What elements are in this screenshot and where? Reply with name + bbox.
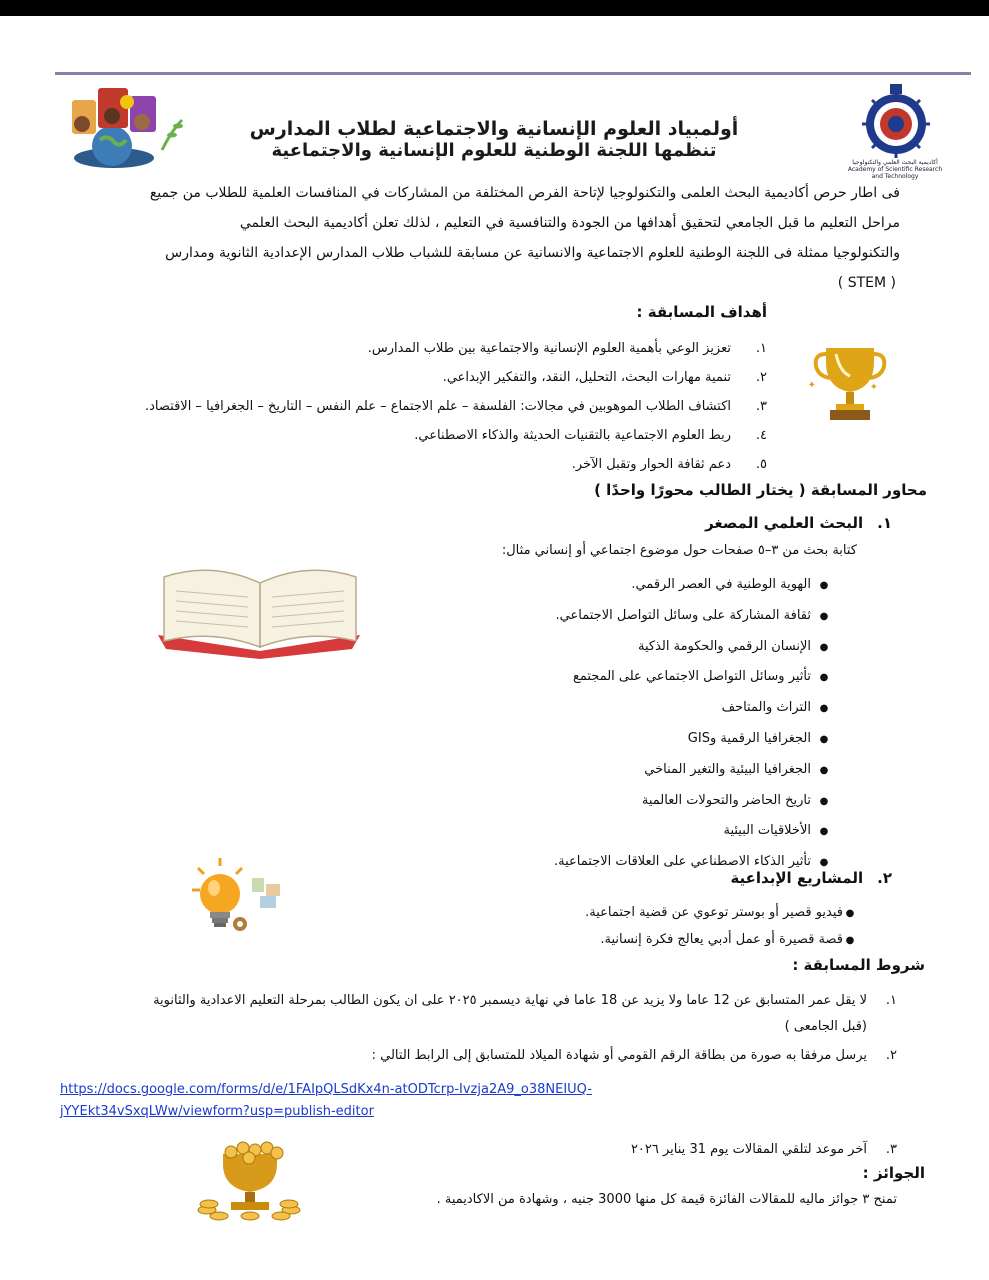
conditions-heading: شروط المسابقة : <box>792 956 925 974</box>
bullet-icon: ● <box>819 795 829 807</box>
header-divider <box>55 72 971 75</box>
list-item: ● الأخلاقيات البيئية <box>357 816 837 847</box>
gold-coins-trophy-icon <box>195 1144 305 1222</box>
goals-list <box>47 334 767 479</box>
bullet-icon: ● <box>819 857 829 869</box>
list-item: ● تاريخ الحاضر والتحولات العالمية <box>357 786 837 817</box>
lightbulb-icon <box>190 856 290 942</box>
list-item: ٤. ربط العلوم الاجتماعية بالتقنيات الحديثة والذكاء الاصطناعي. <box>414 428 767 443</box>
list-item: ٣. اكتشاف الطلاب الموهوبين في مجالات: الفلسفة – علم الاجتماع – علم النفس – التاريخ – الجغرافيا – الاقتصاد. <box>144 399 767 414</box>
academy-logo <box>856 84 936 158</box>
condition-1: ١. لا يقل عمر المتسابق عن 12 عاما ولا يزيد عن 18 عاما في نهاية ديسمبر ٢٠٢٥ على ان يكون الطالب بمرحلة التعليم الاعدادية والثانوية (قبل الجامعى ) <box>153 993 897 1034</box>
olympiad-logo <box>52 80 192 170</box>
condition-3: ٣. آخر موعد لتلقي المقالات يوم 31 يناير ٢٠٢٦ <box>630 1142 897 1157</box>
bullet-icon: ● <box>819 764 829 776</box>
page-title-line-2: تنظمها اللجنة الوطنية للعلوم الإنسانية والاجتماعية <box>271 140 717 161</box>
intro-line-3: والتكنولوجيا ممثلة فى اللجنة الوطنية للعلوم الاجتماعية والانسانية عن مسابقة للشباب طلاب المدارس الإعدادية الثانوية ومدارس <box>165 245 900 261</box>
list-item: ● تأثير الذكاء الاصطناعي على العلاقات الاجتماعية. <box>357 847 837 878</box>
list-item: ● قصة قصيرة أو عمل أدبي يعالج فكرة إنسانية. <box>437 927 857 954</box>
bullet-icon: ● <box>819 733 829 745</box>
list-item: ● الجغرافيا البيئية والتغير المناخي <box>357 755 837 786</box>
list-item: ● تأثير وسائل التواصل الاجتماعي على المجتمع <box>357 662 837 693</box>
list-item: ● الإنسان الرقمي والحكومة الذكية <box>357 632 837 663</box>
svg-text:✦: ✦ <box>807 380 816 391</box>
goals-heading: أهداف المسابقة : <box>636 303 767 321</box>
bullet-icon: ● <box>819 703 829 715</box>
list-item: ● الجغرافيا الرقمية وGIS <box>357 724 837 755</box>
intro-paragraph <box>50 178 900 298</box>
intro-line-1: فى اطار حرص أكاديمية البحث العلمى والتكنولوجيا لإتاحة الفرص المختلفة من المشاركات في المنافسات العلمية للطلاب من جميع <box>149 185 900 201</box>
intro-line-2: مراحل التعليم ما قبل الجامعي لتحقيق أهدافها من الجودة والتنافسية في التعليم ، لذلك تعلن أكاديمية البحث العلمي <box>239 215 900 231</box>
list-item: ١. تعزيز الوعي بأهمية العلوم الإنسانية والاجتماعية بين طلاب المدارس. <box>367 341 767 356</box>
axes-heading: محاور المسابقة ( يختار الطالب محورًا واحدًا ) <box>594 481 927 499</box>
registration-link[interactable]: https://docs.google.com/forms/d/e/1FAIpQLSdKx4n-atODTcrp-Ivzja2A9_o38NEIUQ- jYYEkt34vSxqLWw/viewform?usp=publish-editor <box>60 1082 592 1119</box>
axis2-title: ٢.المشاريع الإبداعية <box>730 869 892 887</box>
bullet-icon: ● <box>819 610 829 622</box>
bullet-icon: ● <box>819 580 829 591</box>
open-book-icon <box>152 565 366 659</box>
prizes-heading: الجوائز : <box>862 1164 925 1182</box>
list-item: ٢. تنمية مهارات البحث، التحليل، النقد، والتفكير الإبداعي. <box>442 370 767 385</box>
list-item: ● التراث والمتاحف <box>357 693 837 724</box>
top-black-bar <box>0 0 989 16</box>
intro-line-4: ( STEM ) <box>837 275 896 291</box>
academy-name: أكاديمية البحث العلمي والتكنولوجيا Academy of Scientific Research and Technology <box>847 159 943 180</box>
trophy-icon <box>807 338 888 424</box>
list-item: ● ثقافة المشاركة على وسائل التواصل الاجتماعي. <box>357 601 837 632</box>
axis1-description: كتابة بحث من ٣–٥ صفحات حول موضوع اجتماعي أو إنساني مثال: <box>501 543 857 558</box>
bullet-icon: ● <box>819 826 829 838</box>
axis2-items-list <box>437 900 857 954</box>
prizes-text: تمنح ٣ جوائز ماليه للمقالات الفائزة قيمة كل منها 3000 جنيه ، وشهادة من الاكاديمية . <box>436 1192 897 1207</box>
svg-text:✦: ✦ <box>869 382 878 393</box>
list-item: ٥. دعم ثقافة الحوار وتقبل الآخر. <box>571 457 767 472</box>
page-title-line-1: أولمبياد العلوم الإنسانية والاجتماعية لطلاب المدارس <box>249 118 739 140</box>
condition-2: ٢. يرسل مرفقا به صورة من بطاقة الرقم القومي أو شهادة الميلاد للمتسابق إلى الرابط التالي : <box>371 1048 897 1063</box>
list-item: ● الهوية الوطنية في العصر الرقمي. <box>357 570 837 601</box>
axis1-topics-list <box>357 570 837 878</box>
bullet-icon: ● <box>845 935 855 946</box>
bullet-icon: ● <box>819 672 829 684</box>
axis1-title: ١.البحث العلمي المصغر <box>705 514 892 532</box>
list-item: ● فيديو قصير أو بوستر توعوي عن قضية اجتماعية. <box>437 900 857 927</box>
bullet-icon: ● <box>819 641 829 653</box>
bullet-icon: ● <box>845 908 855 919</box>
